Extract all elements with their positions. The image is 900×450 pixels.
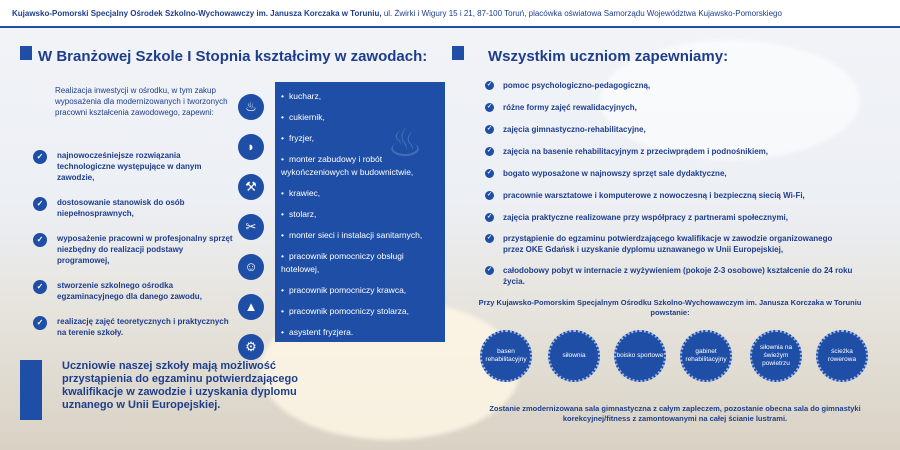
check-icon: ✓ [486,235,493,241]
list-item: ✓ zajęcia na basenie rehabilitacyjnym z przeciwprądem i podnośnikiem, [486,147,768,156]
hammer-icon: ⚒ [238,174,264,200]
list-item: • monter zabudowy i robót wykończeniowych w budownictwie, [281,154,414,177]
badge-gym: siłownia [548,330,600,382]
check-icon: ✓ [486,214,493,220]
right-heading: Wszystkim uczniom zapewniamy: [488,48,729,65]
infrastructure-title: Przy Kujawsko-Pomorskim Specjalnym Ośrodku Szkolno-Wychowawczym im. Janusza Korczaka w Toruniu powstanie: [478,298,862,317]
benefits-list [33,150,233,347]
check-icon: ✓ [486,126,493,132]
check-icon: ✓ [33,316,47,330]
worker-icon: ☺ [238,254,264,280]
check-icon: ✓ [486,148,493,154]
list-item: • cukiernik, [281,112,325,122]
infrastructure-badges [480,330,875,390]
check-icon: ✓ [486,267,493,273]
list-item: • stolarz, [281,209,317,219]
check-icon: ✓ [33,197,47,211]
list-item: ✓ zajęcia gimnastyczno-rehabilitacyjne, [486,125,646,134]
check-icon: ✓ [33,233,47,247]
heading-marker-right [452,46,464,60]
scissors-icon: ✂ [238,214,264,240]
org-address: ul. Żwirki i Wigury 15 i 21, 87-100 Toruń, placówka oświatowa Samorządu Województwa Kujawsko-Pomorskiego [381,9,782,18]
list-item: ✓ całodobowy pobyt w internacie z wyżywieniem (pokoje 2-3 osobowe) kształcenie do 24 roku życia. [486,266,853,286]
list-item: ✓ różne formy zajęć rewalidacyjnych, [486,103,637,112]
bottom-text: Uczniowie naszej szkoły mają możliwość przystąpienia do egzaminu potwierdzającego kwalifikacje w zawodzie i uzyskania dyplomu uznanego w Unii Europejskiej. [62,360,298,411]
services-list [485,80,885,287]
list-item: • pracownik pomocniczy obsługi hotelowej, [281,251,404,274]
check-icon: ✓ [33,150,47,164]
list-item: • monter sieci i instalacji sanitarnych, [281,230,423,240]
professions-panel [275,82,445,342]
check-icon: ✓ [486,170,493,176]
header-bar [0,0,900,28]
intro-text: Realizacja inwestycji w ośrodku, w tym zakup wyposażenia dla modernizowanych i tworzonych pracowni kształcenia zawodowego, zapewni: [55,86,228,117]
list-item: • fryzjer, [281,133,315,143]
list-item: ✓ dostosowanie stanowisk do osób niepełnosprawnych, [33,197,233,219]
list-item: ✓ stworzenie szkolnego ośrodka egzaminacyjnego dla danego zawodu, [33,280,233,302]
check-icon: ✓ [486,82,493,88]
check-icon: ✓ [33,280,47,294]
list-item: • asystent fryzjera. [281,327,354,337]
list-item: • pracownik pomocniczy krawca, [281,285,407,295]
pot-icon: ♨ [238,94,264,120]
list-item: • pracownik pomocniczy stolarza, [281,306,409,316]
list-item: ✓ zajęcia praktyczne realizowane przy współpracy z partnerami społecznymi, [486,213,788,222]
check-icon: ✓ [486,192,493,198]
list-item: ✓ najnowocześniejsze rozwiązania technologiczne występujące w danym zawodzie, [33,150,233,183]
badge-sports-field: boisko sportowe [614,330,666,382]
factory-icon: ▲ [238,294,264,320]
pot-watermark-icon: ♨ [387,121,423,165]
sewing-machine-icon: ⚙ [238,334,264,360]
list-item: ✓ realizację zajęć teoretycznych i praktycznych na terenie szkoły. [33,316,233,338]
list-item: ✓ bogato wyposażone w najnowszy sprzęt sale dydaktyczne, [486,169,727,178]
heading-marker-left [20,46,32,60]
list-item: ✓ wyposażenie pracowni w profesjonalny sprzęt niezbędny do realizacji podstawy programowej, [33,233,233,266]
left-heading: W Branżowej Szkole I Stopnia kształcimy w zawodach: [38,48,428,65]
org-name: Kujawsko-Pomorski Specjalny Ośrodek Szkolno-Wychowawczy im. Janusza Korczaka w Toruniu, [12,9,382,18]
list-item: • kucharz, [281,91,322,101]
infrastructure-note: Zostanie zmodernizowana sala gimnastyczna z całym zapleczem, pozostanie obecna sala do gimnastyki korekcyjnej/fitness z zamontowanymi na całej ścianie lustrami. [489,404,861,423]
bottom-marker [20,360,42,420]
badge-rehab-room: gabinet rehabilitacyjny [680,330,732,382]
list-item: ✓ pomoc psychologiczno-pedagogiczną, [486,81,651,90]
check-icon: ✓ [486,104,493,110]
badge-outdoor-gym: siłownia na świeżym powietrzu [750,330,802,382]
croissant-icon: ◗ [238,134,264,160]
badge-bike-path: ścieżka rowerowa [816,330,868,382]
list-item: • krawiec, [281,188,321,198]
badge-pool: basen rehabilitacyjny [480,330,532,382]
list-item: ✓ przystąpienie do egzaminu potwierdzającego kwalifikacje w zawodzie organizowanego przez OKE Gdańsk i uzyskanie dyplomu uznawanego w Unii Europejskiej, [486,234,833,254]
list-item: ✓ pracownie warsztatowe i komputerowe z nowoczesną i bezpieczną siecią Wi-Fi, [486,191,805,200]
